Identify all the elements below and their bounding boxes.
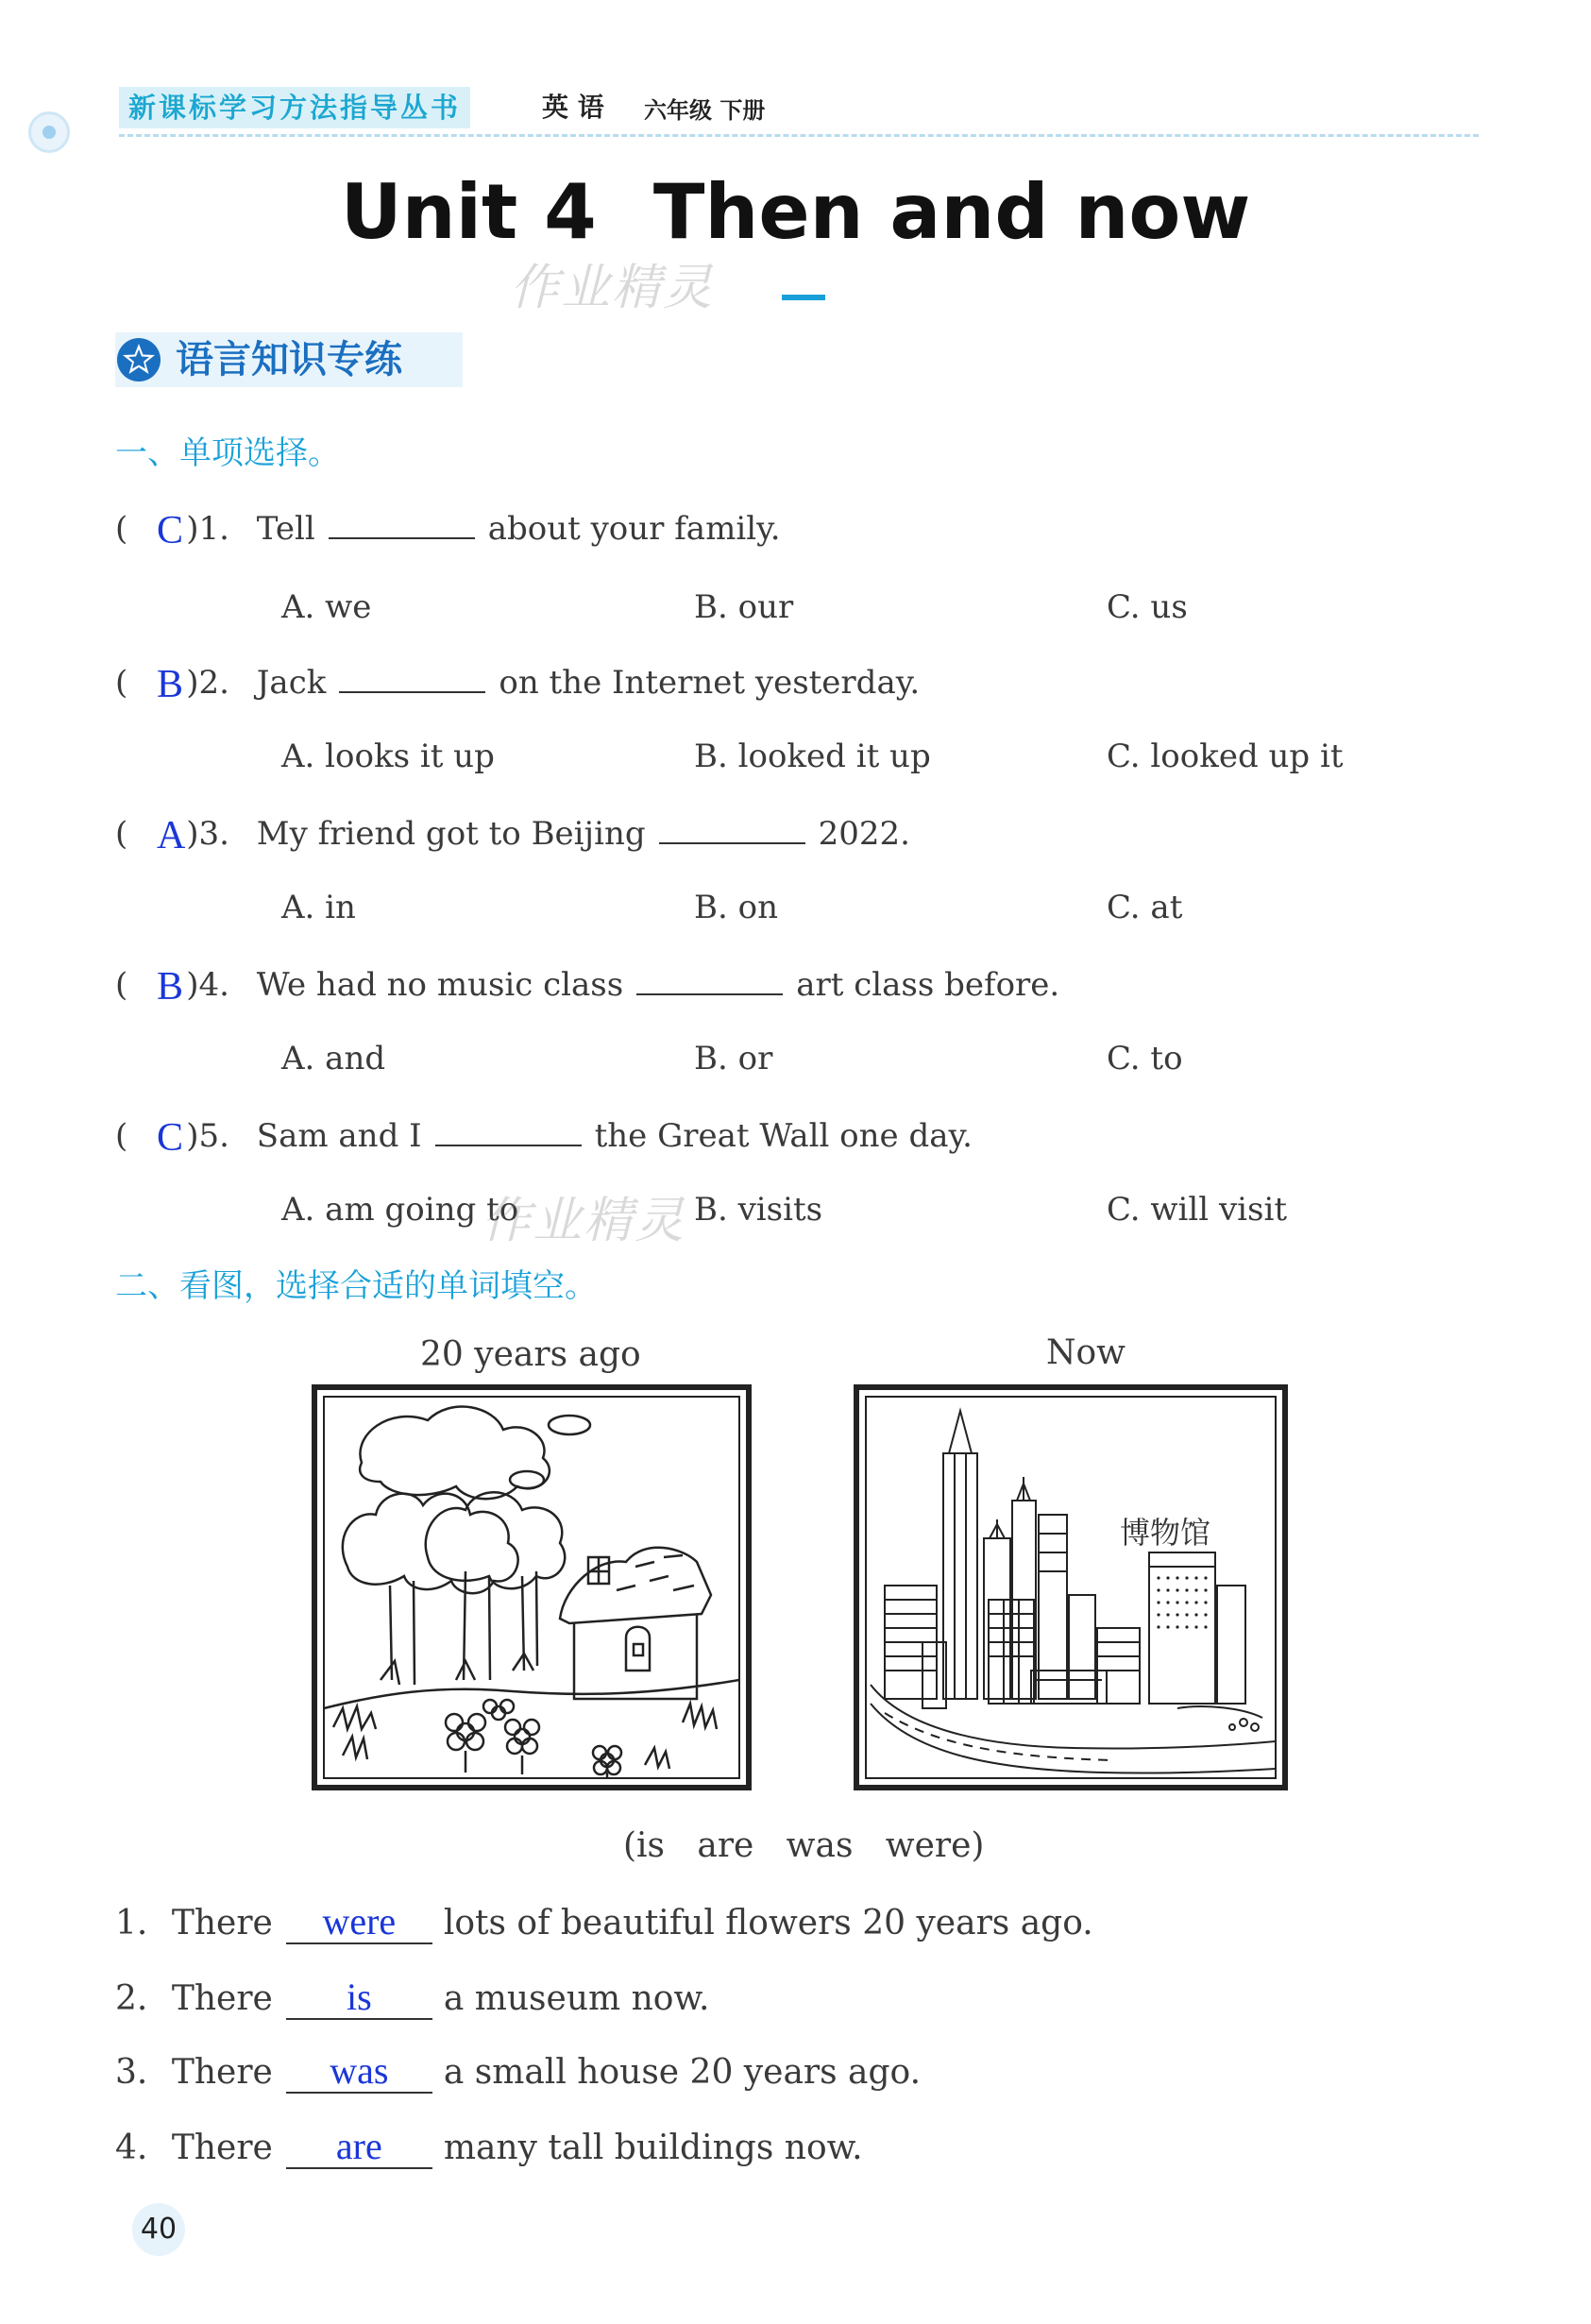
fill-item-2 [115,1976,709,2023]
answer-mark: B [157,965,184,1009]
answer-blank[interactable]: was [286,2050,432,2094]
option-a[interactable]: A. we [281,588,372,626]
option-b[interactable]: B. on [694,889,778,926]
question-number: )4. [186,966,229,1004]
item-text-before: There [171,1979,273,2018]
part-dash [782,295,825,300]
question-text-before: Jack [256,664,327,702]
item-text-after: a small house 20 years ago. [443,2053,922,2092]
option-c[interactable]: C. looked up it [1107,738,1344,775]
question-5: ( )5. Sam and I the Great Wall one day. [115,1112,973,1160]
unit-title [0,161,1591,264]
question-4: ( )4. We had no music class art class before. [115,961,1059,1009]
item-text-after: a museum now. [443,1979,710,2018]
picture-caption-past: 20 years ago [420,1335,641,1374]
option-c[interactable]: C. us [1107,588,1188,626]
picture-now [854,1384,1288,1790]
answer-blank[interactable]: is [286,1976,432,2020]
page-number: 40 [132,2203,185,2256]
question-text-before: Sam and I [256,1117,422,1155]
question-text-before: My friend got to Beijing [256,815,646,853]
item-text-before: There [171,2129,273,2167]
question-text-after: 2022. [818,815,910,853]
unit-name: Then and now [652,168,1251,256]
question-text-before: We had no music class [256,966,624,1004]
unit-number: Unit 4 [340,168,597,256]
countryside-illustration [324,1397,739,1778]
star-icon [115,336,162,383]
fill-item-4 [115,2125,863,2172]
picture-past [312,1384,752,1790]
answer-blank[interactable]: were [286,1901,432,1944]
section-heading-text: 语言知识专练 [176,338,402,382]
option-c[interactable]: C. at [1107,889,1183,926]
option-a[interactable]: A. in [281,889,356,926]
part1-heading: 一、单项选择。 [115,434,340,472]
section-heading [115,332,463,387]
question-text-after: the Great Wall one day. [594,1117,973,1155]
answer-mark: A [157,814,186,857]
item-text-after: lots of beautiful flowers 20 years ago. [443,1904,1093,1942]
item-number: 4. [115,2129,148,2167]
question-text-after: art class before. [796,966,1060,1004]
item-text-after: many tall buildings now. [443,2129,863,2167]
answer-mark: C [157,509,184,552]
subject-label: 英 语 [542,92,604,123]
header-decoration-dot [28,111,70,153]
header-rule [119,134,1479,137]
option-a[interactable]: A. looks it up [281,738,495,775]
option-b[interactable]: B. our [694,588,794,626]
item-number: 1. [115,1904,148,1942]
option-b[interactable]: B. or [694,1040,773,1077]
answer-blank[interactable]: are [286,2126,432,2169]
option-b[interactable]: B. visits [694,1191,823,1229]
question-number: )3. [186,815,229,853]
item-number: 3. [115,2053,148,2092]
part2-heading: 二、看图，选择合适的单词填空。 [115,1267,597,1305]
option-c[interactable]: C. will visit [1107,1191,1288,1229]
grade-label: 六年级 下册 [644,97,766,124]
watermark: 作业精灵 [482,1193,686,1249]
question-text-before: Tell [256,510,315,548]
city-illustration [866,1397,1276,1778]
item-text-before: There [171,1904,273,1942]
item-text-before: There [171,2053,273,2092]
answer-mark: B [157,663,184,706]
question-2: ( )2. Jack on the Internet yesterday. [115,659,920,706]
option-b[interactable]: B. looked it up [694,738,931,775]
watermark: 作业精灵 [510,260,715,316]
item-number: 2. [115,1979,148,2018]
question-text-after: about your family. [487,510,781,548]
answer-blank[interactable] [636,961,783,995]
fill-item-3 [115,2049,921,2096]
fill-item-1 [115,1900,1093,1947]
question-text-after: on the Internet yesterday. [499,664,921,702]
question-1: ( )1. Tell about your family. [115,505,781,552]
option-a[interactable]: A. am going to [281,1191,519,1229]
answer-blank[interactable] [339,659,485,693]
museum-label: 博物馆 [1120,1515,1211,1551]
option-c[interactable]: C. to [1107,1040,1183,1077]
option-a[interactable]: A. and [281,1040,386,1077]
answer-blank[interactable] [329,505,475,539]
question-number: )2. [186,664,229,702]
series-title: 新课标学习方法指导丛书 [119,87,470,128]
picture-caption-now: Now [1046,1333,1126,1372]
answer-mark: C [157,1116,184,1160]
question-number: )5. [186,1117,229,1155]
question-number: )1. [186,510,229,548]
answer-blank[interactable] [435,1112,582,1146]
answer-blank[interactable] [659,810,805,844]
question-3: ( )3. My friend got to Beijing 2022. [115,810,910,857]
word-bank: (is are was were) [623,1826,985,1865]
